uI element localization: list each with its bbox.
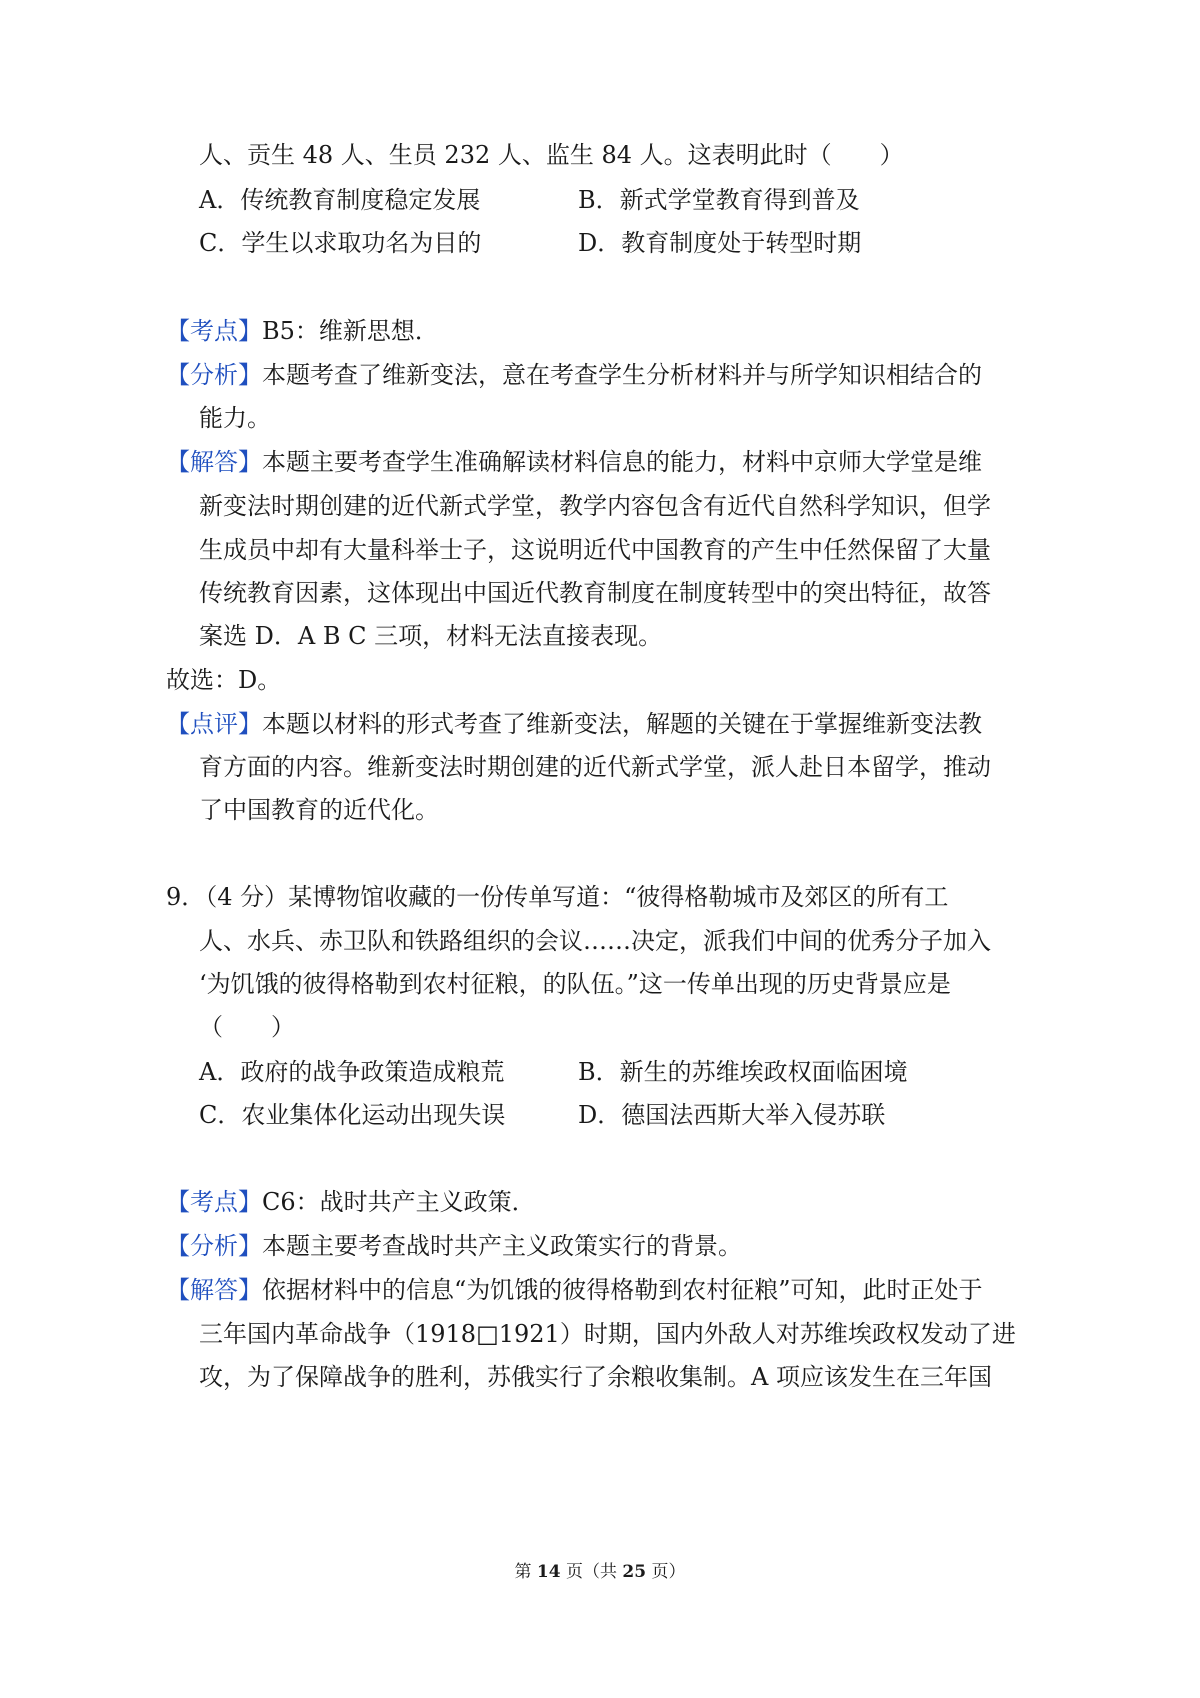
q8-jieda <box>166 447 982 477</box>
q8-dianping <box>166 709 982 739</box>
kaodian-text: C6：战时共产主义政策． <box>262 1188 536 1216</box>
q8-dianping-line-3: 了中国教育的近代化。 <box>199 796 439 824</box>
q8-option-a: A．传统教育制度稳定发展 <box>199 186 481 214</box>
jieda-text: 本题主要考查学生准确解读材料信息的能力，材料中京师大学堂是维 <box>262 448 982 476</box>
kaodian-text: B5：维新思想． <box>262 317 439 345</box>
q8-kaodian <box>166 316 439 346</box>
dianping-tag: 【点评】 <box>166 710 262 738</box>
q8-jieda-line-2: 新变法时期创建的近代新式学堂，教学内容包含有近代自然科学知识，但学 <box>199 492 991 520</box>
q8-option-b: B．新式学堂教育得到普及 <box>578 186 860 214</box>
q8-option-c: C．学生以求取功名为目的 <box>199 229 482 257</box>
page-footer <box>0 1560 1200 1584</box>
q9-option-d: D．德国法西斯大举入侵苏联 <box>578 1101 886 1129</box>
dianping-text: 本题以材料的形式考查了维新变法，解题的关键在于掌握维新变法教 <box>262 710 982 738</box>
jieda-tag: 【解答】 <box>166 1276 262 1304</box>
q8-jieda-line-3: 生成员中却有大量科举士子，这说明近代中国教育的产生中任然保留了大量 <box>199 536 991 564</box>
q8-dianping-line-2: 育方面的内容。维新变法时期创建的近代新式学堂，派人赴日本留学，推动 <box>199 753 991 781</box>
q8-option-d: D．教育制度处于转型时期 <box>578 229 862 257</box>
q9-jieda-line-3: 攻，为了保障战争的胜利，苏俄实行了余粮收集制。A 项应该发生在三年国 <box>199 1363 992 1391</box>
q9-stem-line-1: 9．（4 分）某博物馆收藏的一份传单写道：“彼得格勒城市及郊区的所有工 <box>166 883 949 911</box>
fenxi-tag: 【分析】 <box>166 1232 262 1260</box>
q8-fenxi-cont: 能力。 <box>199 404 271 432</box>
q9-stem-line-3: ‘为饥饿的彼得格勒到农村征粮，的队伍。”这一传单出现的历史背景应是 <box>199 970 951 998</box>
kaodian-tag: 【考点】 <box>166 317 262 345</box>
footer-suffix: 页） <box>646 1562 686 1582</box>
q9-option-c: C．农业集体化运动出现失误 <box>199 1101 506 1129</box>
q8-fenxi <box>166 360 982 390</box>
footer-middle: 页（共 <box>560 1562 623 1582</box>
footer-prefix: 第 <box>514 1562 537 1582</box>
kaodian-tag: 【考点】 <box>166 1188 262 1216</box>
q8-jieda-line-5: 案选 D．A B C 三项，材料无法直接表现。 <box>199 622 663 650</box>
jieda-tag: 【解答】 <box>166 448 262 476</box>
q9-stem-line-2: 人、水兵、赤卫队和铁路组织的会议……决定，派我们中间的优秀分子加入 <box>199 927 991 955</box>
q9-jieda <box>166 1275 983 1305</box>
q9-fenxi <box>166 1231 742 1261</box>
footer-page-number: 14 <box>536 1562 561 1582</box>
q8-stem-tail: 人、贡生 48 人、生员 232 人、监生 84 人。这表明此时（ ） <box>199 141 904 169</box>
footer-total-pages: 25 <box>622 1562 647 1582</box>
q9-option-a: A．政府的战争政策造成粮荒 <box>199 1058 505 1086</box>
q9-option-b: B．新生的苏维埃政权面临困境 <box>578 1058 908 1086</box>
q9-kaodian <box>166 1187 536 1217</box>
fenxi-tag: 【分析】 <box>166 361 262 389</box>
jieda-text: 依据材料中的信息“为饥饿的彼得格勒到农村征粮”可知，此时正处于 <box>262 1276 983 1304</box>
fenxi-text: 本题考查了维新变法，意在考查学生分析材料并与所学知识相结合的 <box>262 361 982 389</box>
q9-jieda-line-2: 三年国内革命战争（1918□1921）时期，国内外敌人对苏维埃政权发动了进 <box>199 1320 1016 1348</box>
q8-jieda-line-4: 传统教育因素，这体现出中国近代教育制度在制度转型中的突出特征，故答 <box>199 579 991 607</box>
q8-answer: 故选：D。 <box>166 666 282 694</box>
fenxi-text: 本题主要考查战时共产主义政策实行的背景。 <box>262 1232 742 1260</box>
q9-stem-line-4: （ ） <box>199 1013 295 1041</box>
